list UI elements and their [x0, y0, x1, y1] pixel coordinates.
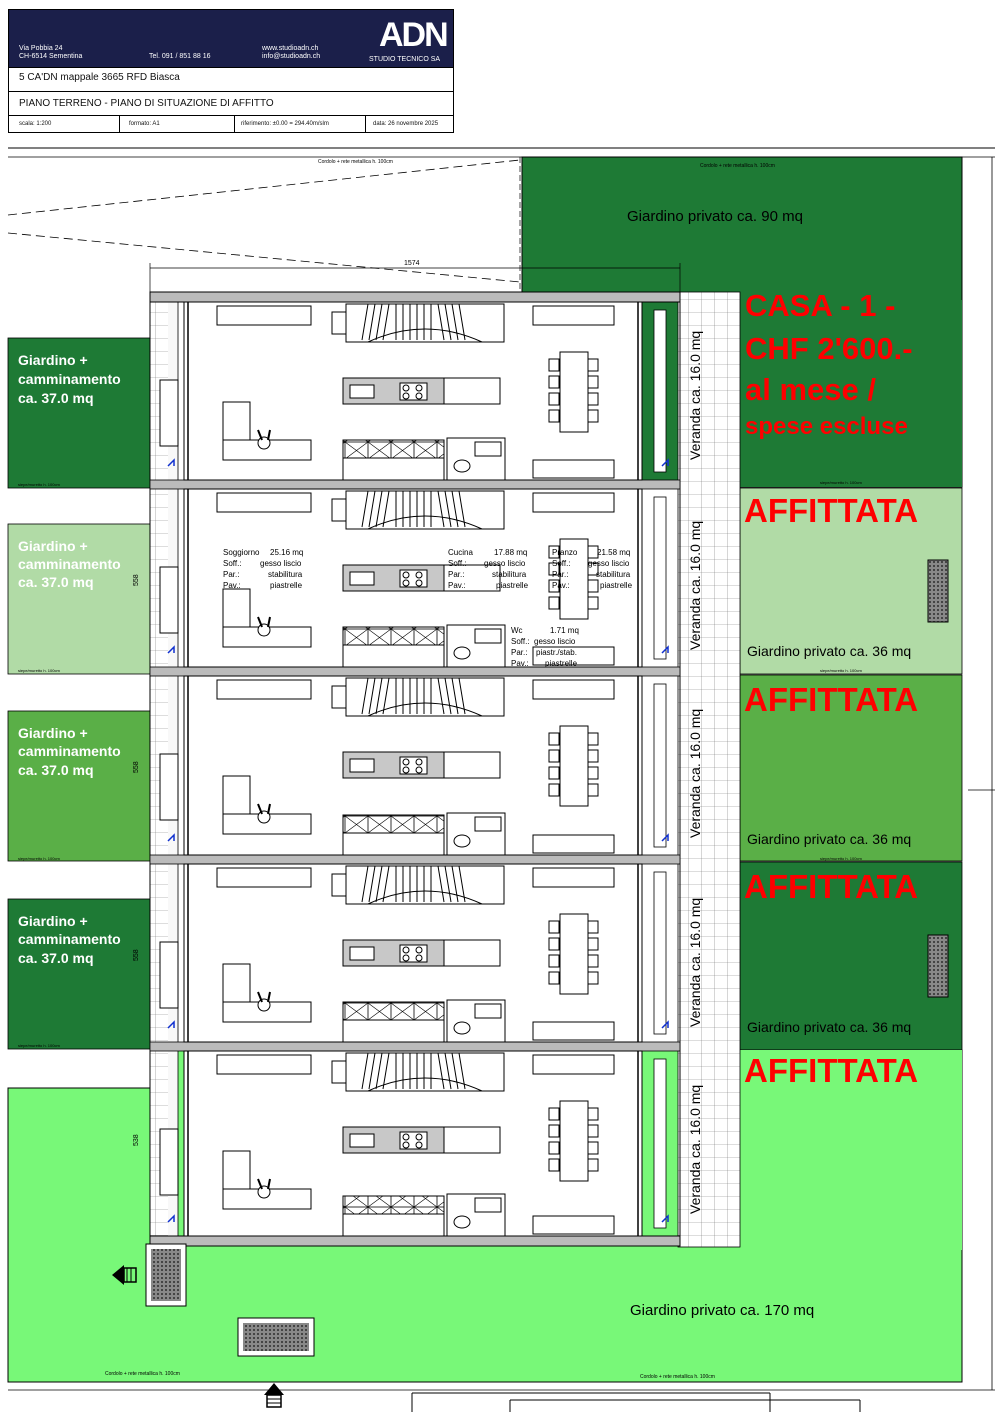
unit-1-stair-post — [332, 312, 346, 334]
dim-unit-5: 538 — [133, 1134, 140, 1146]
room-cucina-name: Cucina — [448, 548, 473, 557]
unit-3-chair-left — [549, 750, 559, 762]
unit-3-kitchen-row — [343, 815, 444, 833]
status-unit-2: AFFITTATA — [744, 492, 919, 529]
unit-4-chair-left — [549, 972, 559, 984]
left-garden-1-line1: Giardino + — [18, 352, 88, 368]
unit-1-chair-right — [588, 410, 598, 422]
left-garden-3-line3: ca. 37.0 mq — [18, 762, 94, 778]
unit-2-chair-right — [588, 597, 598, 609]
unit-5-chair-left — [549, 1142, 559, 1154]
unit-1-cabinet-top-right — [533, 306, 614, 325]
unit-3-dining-table — [560, 726, 588, 806]
unit-5-window-left — [160, 1129, 178, 1195]
unit-3-wc-basin — [475, 817, 501, 831]
unit-3-cabinet-top-left — [217, 680, 311, 699]
unit-5-chair-right — [588, 1142, 598, 1154]
unit-1-dining-table — [560, 352, 588, 432]
unit-3-cabinet-top-right — [533, 680, 614, 699]
left-garden-2-line2: camminamento — [18, 556, 121, 572]
hedge-label-4: siepe/muretto h. 100cm — [18, 1043, 60, 1048]
unit-4-chair-right — [588, 972, 598, 984]
left-garden-1-line3: ca. 37.0 mq — [18, 390, 94, 406]
drawing-title: PIANO TERRENO - PIANO DI SITUAZIONE DI AFFITTO — [19, 98, 274, 109]
unit-4-stair-post — [332, 874, 346, 896]
garden-right-3-label: Giardino privato ca. 36 mq — [747, 831, 912, 847]
unit-2-sink — [350, 572, 374, 585]
unit-4-sink — [350, 947, 374, 960]
garden-top-label: Giardino privato ca. 90 mq — [627, 208, 803, 225]
unit-4-window-right — [654, 872, 666, 1034]
unit-5-chair-left — [549, 1108, 559, 1120]
left-garden-2-line1: Giardino + — [18, 538, 88, 554]
unit-4-dining-table — [560, 914, 588, 994]
unit-4-chair-right — [588, 955, 598, 967]
unit-2-wc-toilet — [454, 647, 470, 659]
building-bottom-wall — [150, 1236, 680, 1246]
unit-3-sink — [350, 759, 374, 772]
unit-1-sink — [350, 385, 374, 398]
unit-3-kitchen-base — [343, 833, 444, 855]
unit-2-kitchen-base — [343, 645, 444, 667]
unit-3-chair-left — [549, 767, 559, 779]
casa1-line4: spese escluse — [745, 413, 908, 440]
unit-3-chair-left — [549, 784, 559, 796]
unit-1-window-right — [654, 310, 666, 472]
unit-1-kitchen-base — [343, 458, 444, 480]
unit-2-stair-post — [332, 499, 346, 521]
light-well-2 — [928, 935, 948, 997]
room-soggiorno-k-soff: Soff.: — [223, 559, 242, 568]
scale: scala: 1:200 — [19, 121, 52, 127]
unit-2-window-left — [160, 567, 178, 633]
garden-bottom-label: Giardino privato ca. 170 mq — [630, 1302, 815, 1319]
room-soggiorno-k-par: Par.: — [223, 570, 240, 579]
room-wc-k-par: Par.: — [511, 648, 528, 657]
unit-4-wc-basin — [475, 1004, 501, 1018]
light-well-1 — [928, 560, 948, 622]
company-name: STUDIO TECNICO SA — [369, 56, 441, 63]
unit-5-kitchen-base — [343, 1214, 444, 1236]
unit-4-cabinet-top-right — [533, 868, 614, 887]
unit-2-chair-right — [588, 580, 598, 592]
fence-label-top: Cordolo + rete metallica h. 100cm — [318, 159, 393, 165]
unit-1-chair-left — [549, 393, 559, 405]
room-soggiorno-soff: gesso liscio — [260, 559, 302, 568]
left-garden-3-line1: Giardino + — [18, 725, 88, 741]
hedge-label-6: siepe/muretto h. 100cm — [820, 856, 862, 861]
address-line1: Via Pobbia 24 — [19, 45, 63, 52]
room-soggiorno-k-pav: Pav.: — [223, 581, 241, 590]
unit-3-window-right — [654, 684, 666, 847]
unit-2-cabinet-top-left — [217, 493, 311, 512]
unit-4-chair-right — [588, 921, 598, 933]
unit-1-wc-toilet — [454, 460, 470, 472]
unit-4-kitchen-base — [343, 1020, 444, 1042]
unit-4-cabinet-bottom-right — [533, 1022, 614, 1040]
room-pranzo-name: Pranzo — [552, 548, 578, 557]
unit-5-cabinet-bottom-right — [533, 1216, 614, 1234]
unit-1-chair-right — [588, 376, 598, 388]
website: www.studioadn.ch — [262, 45, 319, 52]
status-unit-3: AFFITTATA — [744, 681, 919, 718]
room-pranzo-k-par: Par.: — [552, 570, 569, 579]
casa1-line1: CASA - 1 - — [745, 288, 896, 323]
status-unit-4: AFFITTATA — [744, 868, 919, 905]
room-pranzo-pav: piastrelle — [600, 581, 633, 590]
unit-2-kitchen-row — [343, 627, 444, 645]
room-cucina-k-soff: Soff.: — [448, 559, 467, 568]
room-wc-k-pav: Pav.: — [511, 659, 529, 668]
email: info@studioadn.ch — [262, 53, 321, 60]
room-cucina-pav: piastrelle — [496, 581, 529, 590]
unit-4-chair-right — [588, 938, 598, 950]
unit-1-chair-left — [549, 410, 559, 422]
unit-4-window-left — [160, 942, 178, 1008]
left-garden-4-line1: Giardino + — [18, 913, 88, 929]
unit-5-window-right — [654, 1059, 666, 1228]
housing-units — [160, 302, 668, 1236]
fence-label-top-right: Cordolo + rete metallica h. 100cm — [700, 163, 775, 169]
unit-4-wc-toilet — [454, 1022, 470, 1034]
unit-1-wc-basin — [475, 442, 501, 456]
unit-5-chair-left — [549, 1125, 559, 1137]
unit-3-wc-toilet — [454, 835, 470, 847]
left-garden-3-line2: camminamento — [18, 743, 121, 759]
format: formato: A1 — [129, 121, 160, 127]
unit-5-chair-left — [549, 1159, 559, 1171]
unit-5-chair-right — [588, 1125, 598, 1137]
room-wc-par: piastr./stab. — [536, 648, 577, 657]
room-cucina-area: 17.88 mq — [494, 548, 528, 557]
hedge-label-2: siepe/muretto h. 100cm — [18, 668, 60, 673]
unit-3-chair-right — [588, 733, 598, 745]
unit-5-stair-post — [332, 1061, 346, 1083]
casa1-line2: CHF 2'600.- — [745, 331, 913, 366]
light-well-3 — [151, 1249, 181, 1301]
veranda-label-2: Veranda ca. 16.0 mq — [687, 520, 703, 650]
hedge-label-3: siepe/muretto h. 100cm — [18, 856, 60, 861]
room-wc-area: 1.71 mq — [550, 626, 579, 635]
fence-label-bottom-left: Cordolo + rete metallica h. 100cm — [105, 1371, 180, 1377]
dim-width: 1574 — [404, 260, 420, 267]
unit-3-cabinet-bottom-right — [533, 835, 614, 853]
unit-5-wc-toilet — [454, 1216, 470, 1228]
unit-1-chair-left — [549, 376, 559, 388]
unit-5-cabinet-top-left — [217, 1055, 311, 1074]
date: data: 26 novembre 2025 — [373, 121, 439, 127]
unit-5-cabinet-top-right — [533, 1055, 614, 1074]
left-garden-1-line2: camminamento — [18, 371, 121, 387]
room-wc-name: Wc — [511, 626, 523, 635]
unit-3-window-left — [160, 754, 178, 820]
room-soggiorno-area: 25.16 mq — [270, 548, 304, 557]
unit-3-stair-post — [332, 686, 346, 708]
unit-2-window-right — [654, 497, 666, 659]
dim-unit-3: 558 — [133, 761, 140, 773]
left-garden-4-line3: ca. 37.0 mq — [18, 950, 94, 966]
room-soggiorno-name: Soggiorno — [223, 548, 260, 557]
room-pranzo-k-soff: Soff.: — [552, 559, 571, 568]
veranda-label-4: Veranda ca. 16.0 mq — [687, 897, 703, 1027]
hedge-label-7: siepe/muretto h. 100cm — [820, 480, 862, 485]
room-cucina-k-par: Par.: — [448, 570, 465, 579]
room-pranzo-par: stabilitura — [596, 570, 631, 579]
unit-2-chair-left — [549, 597, 559, 609]
unit-1-chair-right — [588, 393, 598, 405]
fence-label-bottom-right: Cordolo + rete metallica h. 100cm — [640, 1374, 715, 1380]
left-garden-4-line2: camminamento — [18, 931, 121, 947]
room-wc-pav: piastrelle — [545, 659, 578, 668]
unit-5-sink — [350, 1134, 374, 1147]
unit-5-dining-table — [560, 1101, 588, 1181]
unit-2-wc-basin — [475, 629, 501, 643]
reference: riferimento: ±0.00 = 294.40m/slm — [241, 121, 329, 127]
veranda-label-3: Veranda ca. 16.0 mq — [687, 708, 703, 838]
unit-1-chair-right — [588, 359, 598, 371]
unit-3-chair-left — [549, 733, 559, 745]
company-logo: ADN — [379, 16, 447, 54]
unit-1-window-left — [160, 380, 178, 446]
unit-4-kitchen-row — [343, 1002, 444, 1020]
room-pranzo-soff: gesso liscio — [588, 559, 630, 568]
unit-1-cabinet-top-left — [217, 306, 311, 325]
room-soggiorno-pav: piastrelle — [270, 581, 303, 590]
unit-1-kitchen-row — [343, 440, 444, 458]
unit-3-chair-right — [588, 767, 598, 779]
unit-4-cabinet-top-left — [217, 868, 311, 887]
unit-3-chair-right — [588, 784, 598, 796]
room-pranzo-area: 21.58 mq — [597, 548, 631, 557]
dim-unit-4: 558 — [133, 949, 140, 961]
unit-4-chair-left — [549, 921, 559, 933]
unit-1-chair-left — [549, 359, 559, 371]
unit-5-kitchen-row — [343, 1196, 444, 1214]
room-pranzo-k-pav: Pav.: — [552, 581, 570, 590]
unit-2-cabinet-top-right — [533, 493, 614, 512]
unit-5-chair-right — [588, 1108, 598, 1120]
room-wc-soff: gesso liscio — [534, 637, 576, 646]
casa1-line3: al mese / — [745, 372, 876, 407]
building-top-wall — [150, 292, 680, 302]
garden-right-4-label: Giardino privato ca. 36 mq — [747, 1019, 912, 1035]
room-soggiorno-par: stabilitura — [268, 570, 303, 579]
unit-1-cabinet-bottom-right — [533, 460, 614, 478]
dim-unit-2: 558 — [133, 574, 140, 586]
phone: Tel. 091 / 851 88 16 — [149, 53, 211, 60]
project-name: 5 CA'DN mappale 3665 RFD Biasca — [19, 72, 180, 83]
veranda-label-5: Veranda ca. 16.0 mq — [687, 1084, 703, 1214]
entrance-arrow-bottom-icon — [264, 1383, 284, 1407]
unit-3-chair-right — [588, 750, 598, 762]
garden-right-2-label: Giardino privato ca. 36 mq — [747, 643, 912, 659]
hedge-label-1: siepe/muretto h. 100cm — [18, 482, 60, 487]
unit-5-wc-basin — [475, 1198, 501, 1212]
light-well-4 — [243, 1323, 309, 1351]
room-wc-k-soff: Soff.: — [511, 637, 530, 646]
unit-4-chair-left — [549, 955, 559, 967]
room-cucina-k-pav: Pav.: — [448, 581, 466, 590]
address-line2: CH-6514 Sementina — [19, 53, 83, 60]
room-cucina-soff: gesso liscio — [484, 559, 526, 568]
left-garden-2-line3: ca. 37.0 mq — [18, 574, 94, 590]
unit-5-chair-right — [588, 1159, 598, 1171]
hedge-label-5: siepe/muretto h. 100cm — [820, 668, 862, 673]
room-cucina-par: stabilitura — [492, 570, 527, 579]
veranda-label-1: Veranda ca. 16.0 mq — [687, 330, 703, 460]
unit-4-chair-left — [549, 938, 559, 950]
status-unit-5: AFFITTATA — [744, 1052, 919, 1089]
